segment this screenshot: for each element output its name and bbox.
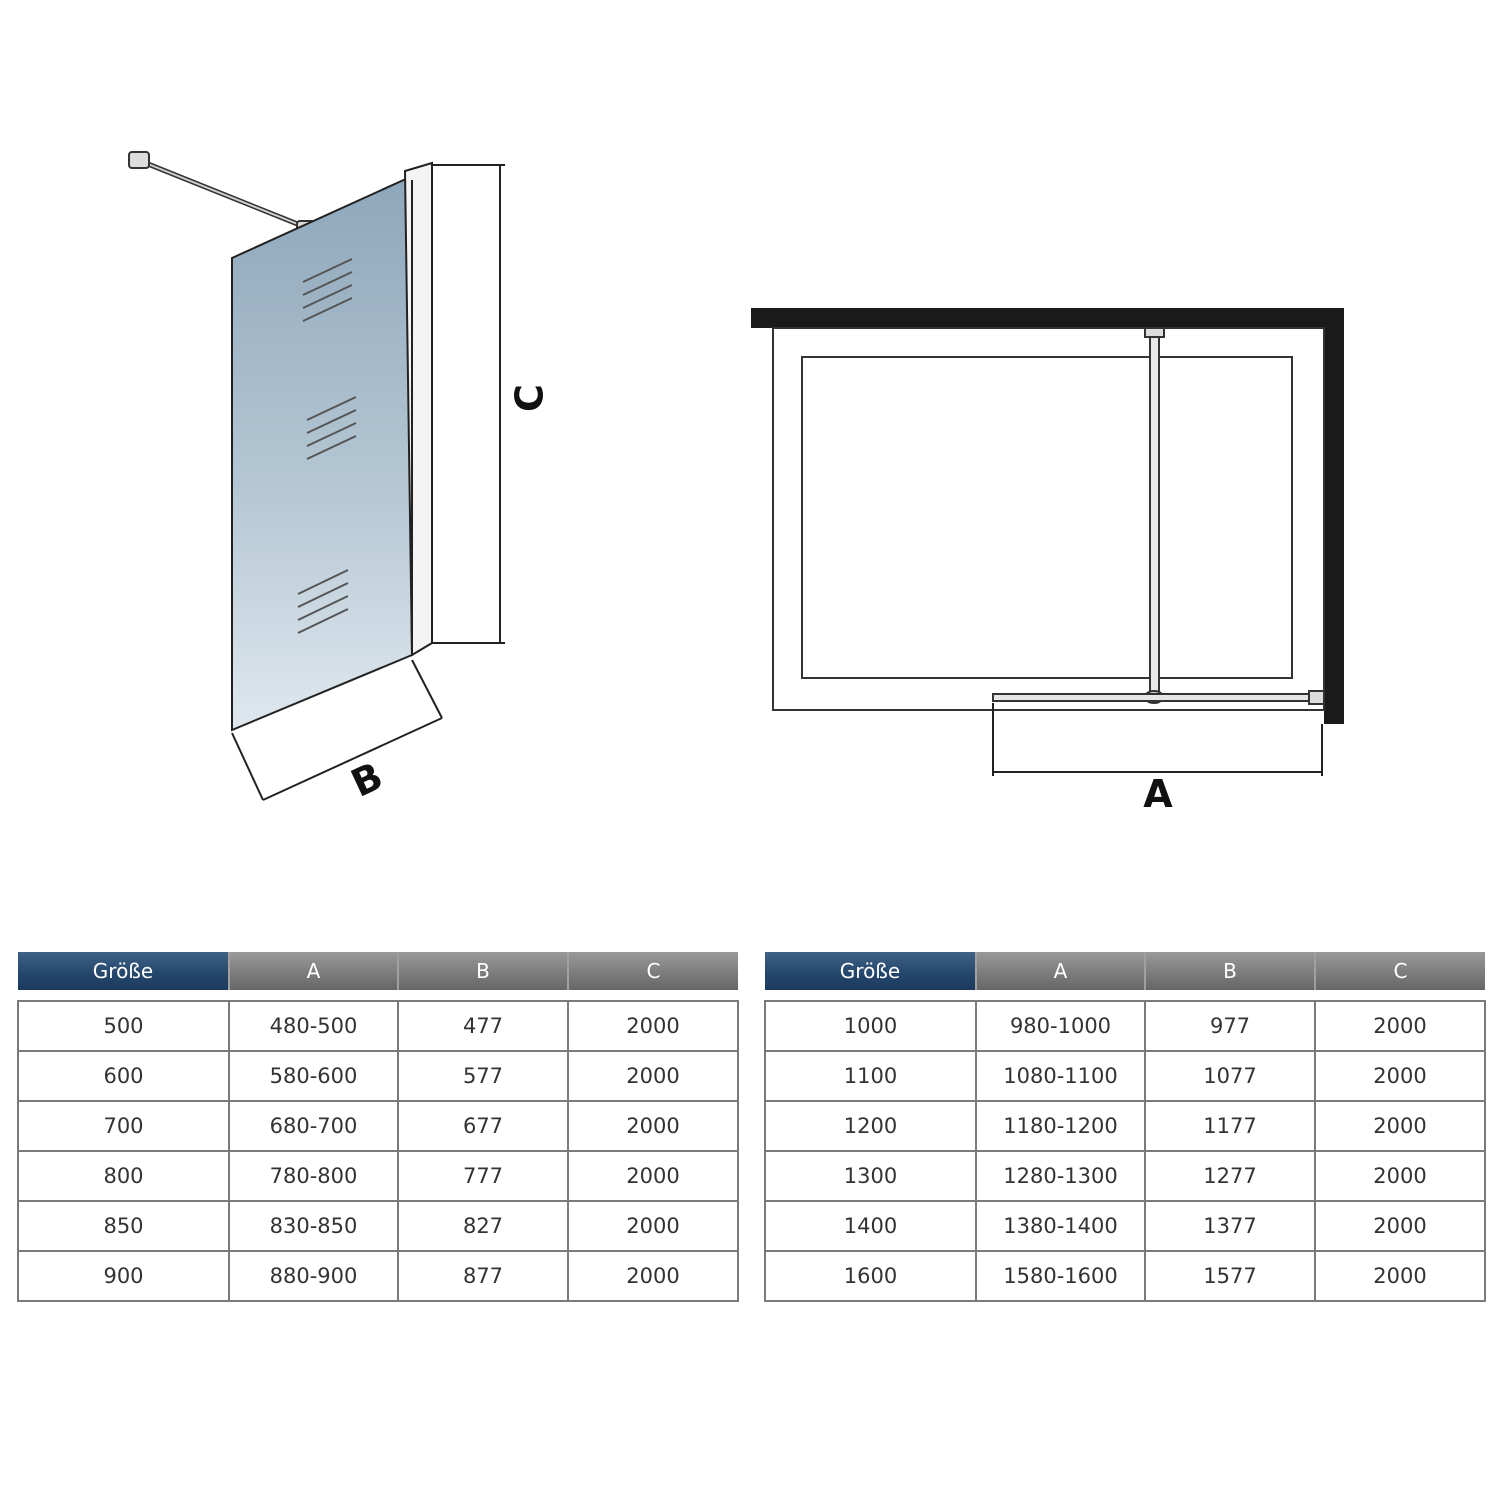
header-b: B xyxy=(398,952,568,990)
cell-a: 580-600 xyxy=(229,1051,398,1101)
cell-size: 1000 xyxy=(765,1001,976,1051)
cell-a: 1380-1400 xyxy=(976,1201,1145,1251)
table-row xyxy=(765,1001,1485,1051)
cell-c: 2000 xyxy=(1315,1001,1485,1051)
table-row xyxy=(765,1101,1485,1151)
table-header-row xyxy=(765,952,1485,990)
cell-b: 477 xyxy=(398,1001,568,1051)
glass-panel-top xyxy=(993,694,1324,701)
cell-a: 980-1000 xyxy=(976,1001,1145,1051)
cell-b: 1077 xyxy=(1145,1051,1315,1101)
cell-b: 577 xyxy=(398,1051,568,1101)
cell-size: 500 xyxy=(18,1001,229,1051)
glass-pane xyxy=(232,178,412,730)
header-a: A xyxy=(229,952,398,990)
cell-b: 877 xyxy=(398,1251,568,1301)
table-row xyxy=(765,1251,1485,1301)
cell-size: 1100 xyxy=(765,1051,976,1101)
cell-c: 2000 xyxy=(1315,1151,1485,1201)
cell-b: 677 xyxy=(398,1101,568,1151)
cell-a: 1280-1300 xyxy=(976,1151,1145,1201)
header-c: C xyxy=(568,952,738,990)
dimension-c xyxy=(432,165,505,643)
header-groesse: Größe xyxy=(18,952,229,990)
header-b: B xyxy=(1145,952,1315,990)
cell-c: 2000 xyxy=(1315,1051,1485,1101)
dimension-label-c: C xyxy=(507,384,552,412)
cell-c: 2000 xyxy=(568,1101,738,1151)
cell-c: 2000 xyxy=(1315,1101,1485,1151)
table-row xyxy=(18,1001,738,1051)
cell-b: 1277 xyxy=(1145,1151,1315,1201)
cell-b: 1177 xyxy=(1145,1101,1315,1151)
cell-size: 700 xyxy=(18,1101,229,1151)
cell-a: 830-850 xyxy=(229,1201,398,1251)
size-table-left xyxy=(17,952,739,1302)
cell-c: 2000 xyxy=(568,1051,738,1101)
wall-right xyxy=(1324,308,1344,724)
table-row xyxy=(765,1151,1485,1201)
cell-b: 1577 xyxy=(1145,1251,1315,1301)
cell-size: 800 xyxy=(18,1151,229,1201)
dimension-a xyxy=(993,703,1322,776)
cell-size: 1300 xyxy=(765,1151,976,1201)
cell-size: 1400 xyxy=(765,1201,976,1251)
table-row xyxy=(18,1051,738,1101)
table-row xyxy=(18,1201,738,1251)
header-groesse: Größe xyxy=(765,952,976,990)
cell-a: 680-700 xyxy=(229,1101,398,1151)
table-row xyxy=(18,1251,738,1301)
table-row xyxy=(765,1051,1485,1101)
cell-b: 777 xyxy=(398,1151,568,1201)
support-arm xyxy=(129,152,315,235)
cell-c: 2000 xyxy=(568,1001,738,1051)
cell-a: 1180-1200 xyxy=(976,1101,1145,1151)
cell-size: 1600 xyxy=(765,1251,976,1301)
table-row xyxy=(765,1201,1485,1251)
cell-a: 1080-1100 xyxy=(976,1051,1145,1101)
tray-inner xyxy=(802,357,1292,678)
cell-size: 600 xyxy=(18,1051,229,1101)
cell-b: 827 xyxy=(398,1201,568,1251)
cell-b: 1377 xyxy=(1145,1201,1315,1251)
cell-size: 1200 xyxy=(765,1101,976,1151)
dimension-label-a: A xyxy=(1143,772,1173,816)
header-a: A xyxy=(976,952,1145,990)
cell-c: 2000 xyxy=(568,1251,738,1301)
cell-a: 780-800 xyxy=(229,1151,398,1201)
wall-top xyxy=(751,308,1344,328)
cell-a: 1580-1600 xyxy=(976,1251,1145,1301)
cell-c: 2000 xyxy=(568,1151,738,1201)
cell-c: 2000 xyxy=(1315,1201,1485,1251)
cell-a: 880-900 xyxy=(229,1251,398,1301)
glass-panel-perspective xyxy=(129,152,552,806)
cell-b: 977 xyxy=(1145,1001,1315,1051)
table-header-row xyxy=(18,952,738,990)
cell-size: 850 xyxy=(18,1201,229,1251)
dimension-label-b: B xyxy=(344,753,390,806)
size-table-right xyxy=(764,952,1486,1302)
header-c: C xyxy=(1315,952,1485,990)
cell-size: 900 xyxy=(18,1251,229,1301)
table-row xyxy=(18,1151,738,1201)
table-row xyxy=(18,1101,738,1151)
shower-top-view xyxy=(751,308,1344,816)
cell-a: 480-500 xyxy=(229,1001,398,1051)
cell-c: 2000 xyxy=(1315,1251,1485,1301)
cell-c: 2000 xyxy=(568,1201,738,1251)
